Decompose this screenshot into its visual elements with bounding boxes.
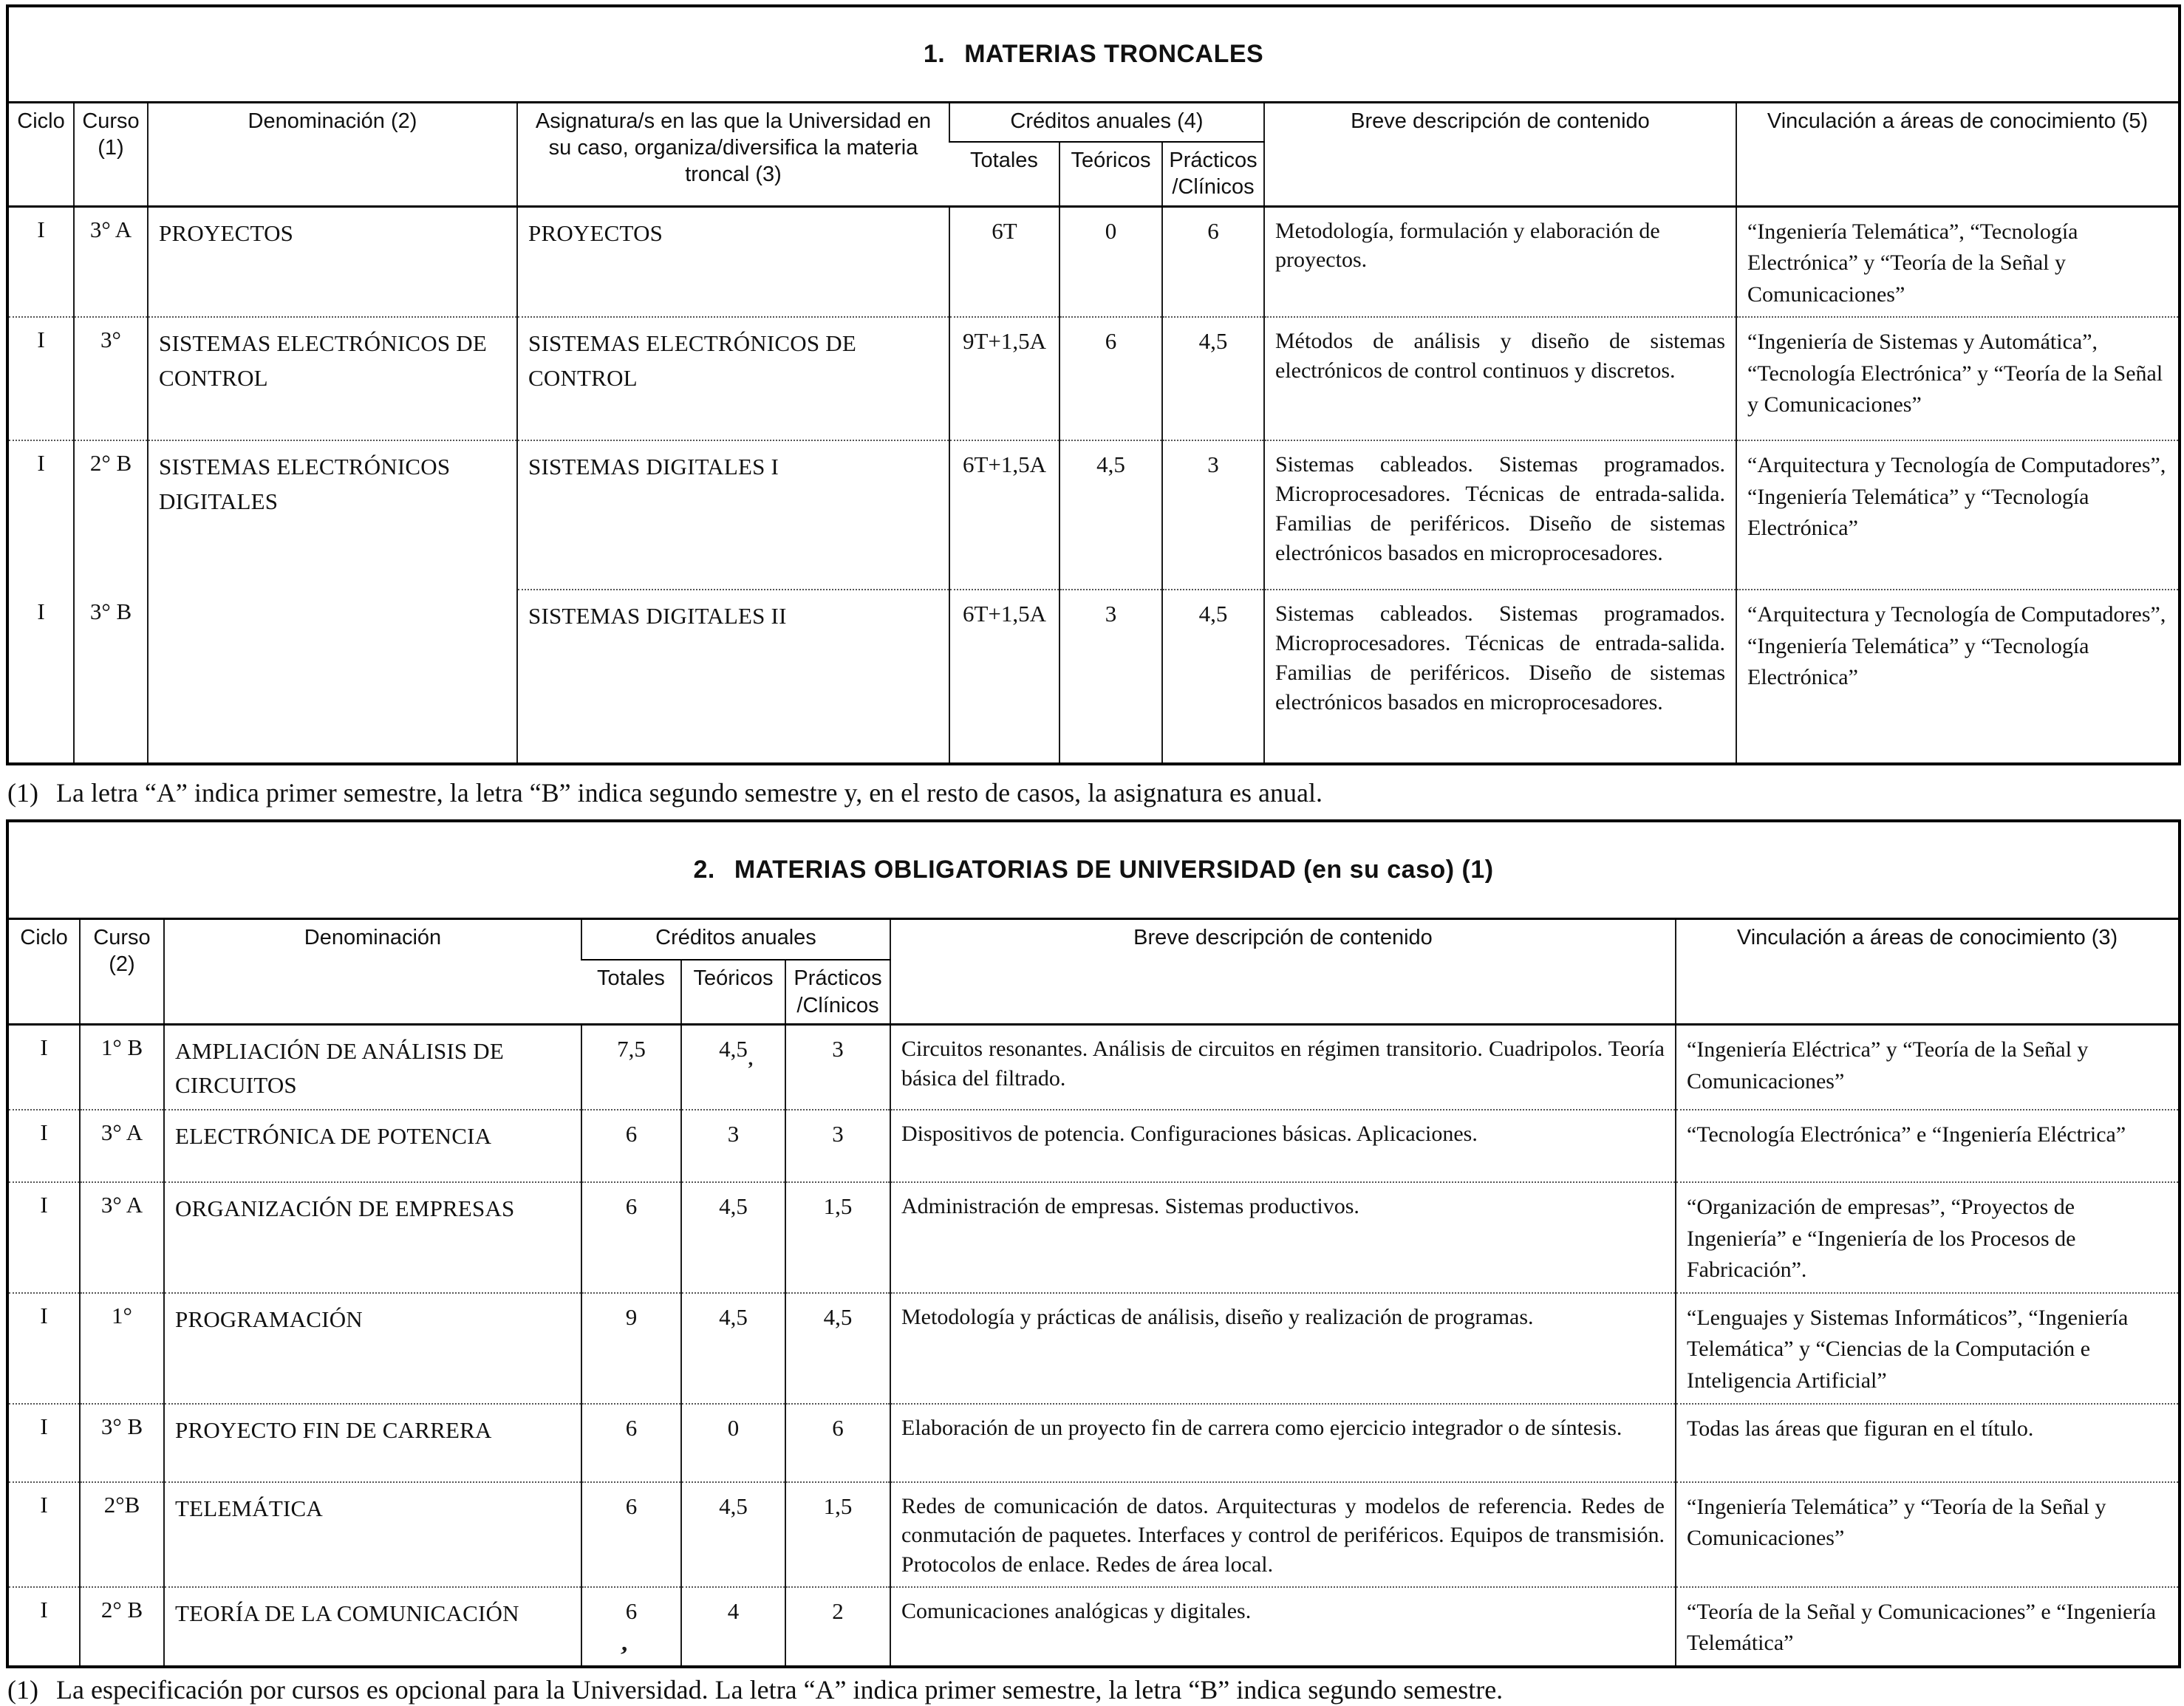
cell-descripcion: Elaboración de un proyecto fin de carrera como ejercicio integrador o de síntesis. bbox=[890, 1404, 1676, 1482]
cell-ciclo: I bbox=[40, 1034, 48, 1060]
cell-vinculacion: “Ingeniería Eléctrica” y “Teoría de la Señal y Comunicaciones” bbox=[1676, 1024, 2180, 1110]
cell-totales: 6 bbox=[581, 1182, 681, 1293]
cell-ciclo: I bbox=[7, 1482, 80, 1587]
cell-curso: 2° B bbox=[74, 440, 148, 590]
cell-curso: 1° bbox=[80, 1293, 164, 1404]
table-row bbox=[7, 206, 2180, 317]
cell-totales: 6T+1,5A bbox=[949, 590, 1059, 764]
col-header-curso bbox=[80, 918, 164, 1024]
cell-teoricos: 4,5 bbox=[681, 1182, 785, 1293]
cell-curso: 3° bbox=[74, 317, 148, 440]
cell-totales: 6T bbox=[949, 206, 1059, 317]
cell-curso: 3° A bbox=[80, 1182, 164, 1293]
cell-descripcion: Métodos de análisis y diseño de sistemas electrónicos de control continuos y discretos. bbox=[1264, 317, 1736, 440]
cell-practicos: 4,5 bbox=[1162, 317, 1264, 440]
cell-totales: 9 bbox=[581, 1293, 681, 1404]
col-header-teoricos: Teóricos bbox=[1059, 142, 1162, 206]
cell-curso: 2°B bbox=[80, 1482, 164, 1587]
cell-practicos: 3 bbox=[1162, 440, 1264, 590]
cell-totales: 9T+1,5A bbox=[949, 317, 1059, 440]
cell-descripcion: Metodología y prácticas de análisis, diseño y realización de programas. bbox=[890, 1293, 1676, 1404]
col-header-curso-note: (1) bbox=[98, 135, 124, 160]
col-header-practicos-line2: /Clínicos bbox=[796, 993, 879, 1017]
table1-title bbox=[7, 6, 2180, 102]
cell-totales-value: 6 bbox=[625, 1597, 638, 1624]
cell-totales: 6T+1,5A bbox=[949, 440, 1059, 590]
cell-totales: 7,5 bbox=[581, 1024, 681, 1110]
cell-totales bbox=[581, 1587, 681, 1667]
table-row bbox=[7, 1182, 2180, 1293]
cell-teoricos: 4,5 bbox=[681, 1482, 785, 1587]
footnote-table1 bbox=[7, 777, 2178, 809]
cell-vinculacion: “Organización de empresas”, “Proyectos de Ingeniería” e “Ingeniería de los Procesos de Fabricación”. bbox=[1676, 1182, 2180, 1293]
cell-totales: 6 bbox=[581, 1482, 681, 1587]
col-header-descripcion: Breve descripción de contenido bbox=[890, 918, 1676, 1024]
footnote-text: La letra “A” indica primer semestre, la letra “B” indica segundo semestre y, en el resto de casos, la asignatura es anual. bbox=[56, 778, 1323, 808]
cell-denominacion: SISTEMAS ELECTRÓNICOS DE CONTROL bbox=[148, 317, 517, 440]
col-header-creditos: Créditos anuales (4) bbox=[949, 102, 1264, 142]
cell-practicos: 3 bbox=[785, 1024, 890, 1110]
cell-curso: 3° A bbox=[80, 1110, 164, 1182]
cell-teoricos: 3 bbox=[681, 1110, 785, 1182]
col-header-totales: Totales bbox=[581, 960, 681, 1024]
table-row bbox=[7, 1587, 2180, 1667]
col-header-curso bbox=[74, 102, 148, 206]
cell-ciclo: I bbox=[7, 1182, 80, 1293]
cell-vinculacion: Todas las áreas que figuran en el título. bbox=[1676, 1404, 2180, 1482]
cell-descripcion: Redes de comunicación de datos. Arquitecturas y modelos de referencia. Redes de conmutación de paquetes. Interfaces y control de periféricos. Equipos de transmisión. Protocolos de enlace. Redes de área local. bbox=[890, 1482, 1676, 1587]
materias-troncales-table bbox=[6, 4, 2181, 765]
cell-curso: 3° A bbox=[74, 206, 148, 317]
col-header-creditos: Créditos anuales bbox=[581, 918, 890, 960]
cell-curso: 2° B bbox=[80, 1587, 164, 1667]
col-header-practicos-line2: /Clínicos bbox=[1172, 175, 1255, 199]
cell-practicos: 4,5 bbox=[1162, 590, 1264, 764]
table2-title-number: 2. bbox=[693, 856, 715, 884]
cell-practicos: 1,5 bbox=[785, 1182, 890, 1293]
cell-teoricos-value: 4,5 bbox=[719, 1035, 748, 1062]
cell-ciclo: I bbox=[37, 216, 45, 242]
cell-denominacion: SISTEMAS ELECTRÓNICOS DIGITALES bbox=[148, 440, 517, 764]
cell-ciclo: I bbox=[37, 598, 45, 625]
cell-practicos: 4,5 bbox=[785, 1293, 890, 1404]
table1-title-number: 1. bbox=[923, 39, 946, 68]
cell-denominacion: TELEMÁTICA bbox=[164, 1482, 581, 1587]
col-header-teoricos: Teóricos bbox=[681, 960, 785, 1024]
col-header-asignatura: Asignatura/s en las que la Universidad en su caso, organiza/diversifica la materia troncal (3) bbox=[517, 102, 949, 206]
col-header-ciclo: Ciclo bbox=[7, 918, 80, 1024]
materias-obligatorias-table bbox=[6, 819, 2181, 1668]
cell-teoricos: 4,5 bbox=[1059, 440, 1162, 590]
footnote-table2 bbox=[7, 1674, 2178, 1706]
cell-practicos: 6 bbox=[785, 1404, 890, 1482]
cell-curso: 1° B bbox=[80, 1024, 164, 1110]
table2-header-row-1 bbox=[7, 918, 2180, 960]
table-row bbox=[7, 1482, 2180, 1587]
col-header-practicos-line1: Prácticos bbox=[1169, 149, 1257, 172]
cell-descripcion: Administración de empresas. Sistemas productivos. bbox=[890, 1182, 1676, 1293]
cell-asignatura: SISTEMAS DIGITALES I bbox=[517, 440, 949, 590]
cell-vinculacion: “Ingeniería Telemática” y “Teoría de la Señal y Comunicaciones” bbox=[1676, 1482, 2180, 1587]
footnote-text: La especificación por cursos es opcional para la Universidad. La letra “A” indica primer semestre, la letra “B” indica segundo semestre. bbox=[56, 1674, 1504, 1705]
cell-totales: 6 bbox=[581, 1110, 681, 1182]
table2-title-text: MATERIAS OBLIGATORIAS DE UNIVERSIDAD (en su caso) (1) bbox=[734, 856, 1494, 884]
col-header-curso-note: (2) bbox=[109, 952, 135, 977]
table2-title-row bbox=[7, 821, 2180, 918]
col-header-practicos-line1: Prácticos bbox=[794, 966, 882, 991]
table-row bbox=[7, 1293, 2180, 1404]
cell-asignatura: PROYECTOS bbox=[517, 206, 949, 317]
table2-title bbox=[7, 821, 2180, 918]
cell-totales: 6 bbox=[581, 1404, 681, 1482]
cell-ciclo: I bbox=[7, 1404, 80, 1482]
cell-teoricos: 0 bbox=[681, 1404, 785, 1482]
cell-descripcion: Sistemas cableados. Sistemas programados. Microprocesadores. Técnicas de entrada-salida. Familias de periféricos. Diseño de sistemas electrónicos basados en microprocesadores. bbox=[1264, 440, 1736, 590]
cell-ciclo: I bbox=[7, 1293, 80, 1404]
col-header-totales: Totales bbox=[949, 142, 1059, 206]
cell-descripcion: Dispositivos de potencia. Configuraciones básicas. Aplicaciones. bbox=[890, 1110, 1676, 1182]
cell-vinculacion: “Arquitectura y Tecnología de Computadores”, “Ingeniería Telemática” y “Tecnología Electrónica” bbox=[1736, 590, 2180, 764]
cell-practicos: 2 bbox=[785, 1587, 890, 1667]
cell-teoricos: 4,5 bbox=[681, 1293, 785, 1404]
ink-blot: , bbox=[620, 1628, 631, 1656]
table-row bbox=[7, 1110, 2180, 1182]
cell-curso: 3° B bbox=[80, 1404, 164, 1482]
cell-asignatura: SISTEMAS ELECTRÓNICOS DE CONTROL bbox=[517, 317, 949, 440]
cell-vinculacion: “Tecnología Electrónica” e “Ingeniería Eléctrica” bbox=[1676, 1110, 2180, 1182]
cell-ciclo: I bbox=[7, 317, 74, 440]
col-header-denominacion: Denominación bbox=[164, 918, 581, 1024]
cell-descripcion: Comunicaciones analógicas y digitales. bbox=[890, 1587, 1676, 1667]
cell-teoricos: 0 bbox=[1059, 206, 1162, 317]
cell-practicos: 3 bbox=[785, 1110, 890, 1182]
footnote-marker: (1) bbox=[7, 1674, 38, 1705]
cell-denominacion: ELECTRÓNICA DE POTENCIA bbox=[164, 1110, 581, 1182]
cell-denominacion: TEORÍA DE LA COMUNICACIÓN bbox=[164, 1587, 581, 1667]
cell-denominacion: AMPLIACIÓN DE ANÁLISIS DE CIRCUITOS bbox=[164, 1024, 581, 1110]
cell-vinculacion: “Lenguajes y Sistemas Informáticos”, “Ingeniería Telemática” y “Ciencias de la Computación e Inteligencia Artificial” bbox=[1676, 1293, 2180, 1404]
cell-curso: 3° B bbox=[74, 590, 148, 764]
table-row bbox=[7, 1024, 2180, 1110]
cell-practicos: 1,5 bbox=[785, 1482, 890, 1587]
cell-denominacion: PROGRAMACIÓN bbox=[164, 1293, 581, 1404]
cell-vinculacion: “Arquitectura y Tecnología de Computadores”, “Ingeniería Telemática” y “Tecnología Electrónica” bbox=[1736, 440, 2180, 590]
table-row bbox=[7, 1404, 2180, 1482]
cell-denominacion: PROYECTO FIN DE CARRERA bbox=[164, 1404, 581, 1482]
table1-title-text: MATERIAS TRONCALES bbox=[964, 39, 1264, 68]
col-header-ciclo: Ciclo bbox=[7, 102, 74, 206]
col-header-curso-label: Curso bbox=[93, 925, 151, 949]
scan-artifact: ’ bbox=[747, 1057, 754, 1079]
col-header-practicos bbox=[1162, 142, 1264, 206]
col-header-vinculacion: Vinculación a áreas de conocimiento (3) bbox=[1676, 918, 2180, 1024]
cell-denominacion: ORGANIZACIÓN DE EMPRESAS bbox=[164, 1182, 581, 1293]
cell-descripcion: Metodología, formulación y elaboración de proyectos. bbox=[1264, 206, 1736, 317]
cell-teoricos: 6 bbox=[1059, 317, 1162, 440]
col-header-denominacion: Denominación (2) bbox=[148, 102, 517, 206]
cell-ciclo: I bbox=[7, 1587, 80, 1667]
table-row bbox=[7, 317, 2180, 440]
cell-asignatura: SISTEMAS DIGITALES II bbox=[517, 590, 949, 764]
cell-descripcion: Circuitos resonantes. Análisis de circuitos en régimen transitorio. Cuadripolos. Teoría básica del filtrado. bbox=[890, 1024, 1676, 1110]
cell-ciclo: I bbox=[7, 440, 74, 590]
col-header-descripcion: Breve descripción de contenido bbox=[1264, 102, 1736, 206]
cell-vinculacion: “Teoría de la Señal y Comunicaciones” e “Ingeniería Telemática” bbox=[1676, 1587, 2180, 1667]
cell-ciclo: I bbox=[7, 1110, 80, 1182]
cell-vinculacion: “Ingeniería Telemática”, “Tecnología Electrónica” y “Teoría de la Señal y Comunicaciones” bbox=[1736, 206, 2180, 317]
table-row bbox=[7, 440, 2180, 590]
cell-descripcion: Sistemas cableados. Sistemas programados. Microprocesadores. Técnicas de entrada-salida. Familias de periféricos. Diseño de sistemas electrónicos basados en microprocesadores. bbox=[1264, 590, 1736, 764]
cell-teoricos bbox=[681, 1024, 785, 1110]
cell-teoricos: 4 bbox=[681, 1587, 785, 1667]
cell-practicos: 6 bbox=[1162, 206, 1264, 317]
col-header-vinculacion: Vinculación a áreas de conocimiento (5) bbox=[1736, 102, 2180, 206]
table1-title-row bbox=[7, 6, 2180, 102]
table1-header-row-1 bbox=[7, 102, 2180, 142]
cell-denominacion: PROYECTOS bbox=[148, 206, 517, 317]
footnote-marker: (1) bbox=[7, 778, 38, 808]
col-header-practicos bbox=[785, 960, 890, 1024]
cell-vinculacion: “Ingeniería de Sistemas y Automática”, “Tecnología Electrónica” y “Teoría de la Señal y Comunicaciones” bbox=[1736, 317, 2180, 440]
col-header-curso-label: Curso bbox=[82, 109, 140, 133]
cell-teoricos: 3 bbox=[1059, 590, 1162, 764]
